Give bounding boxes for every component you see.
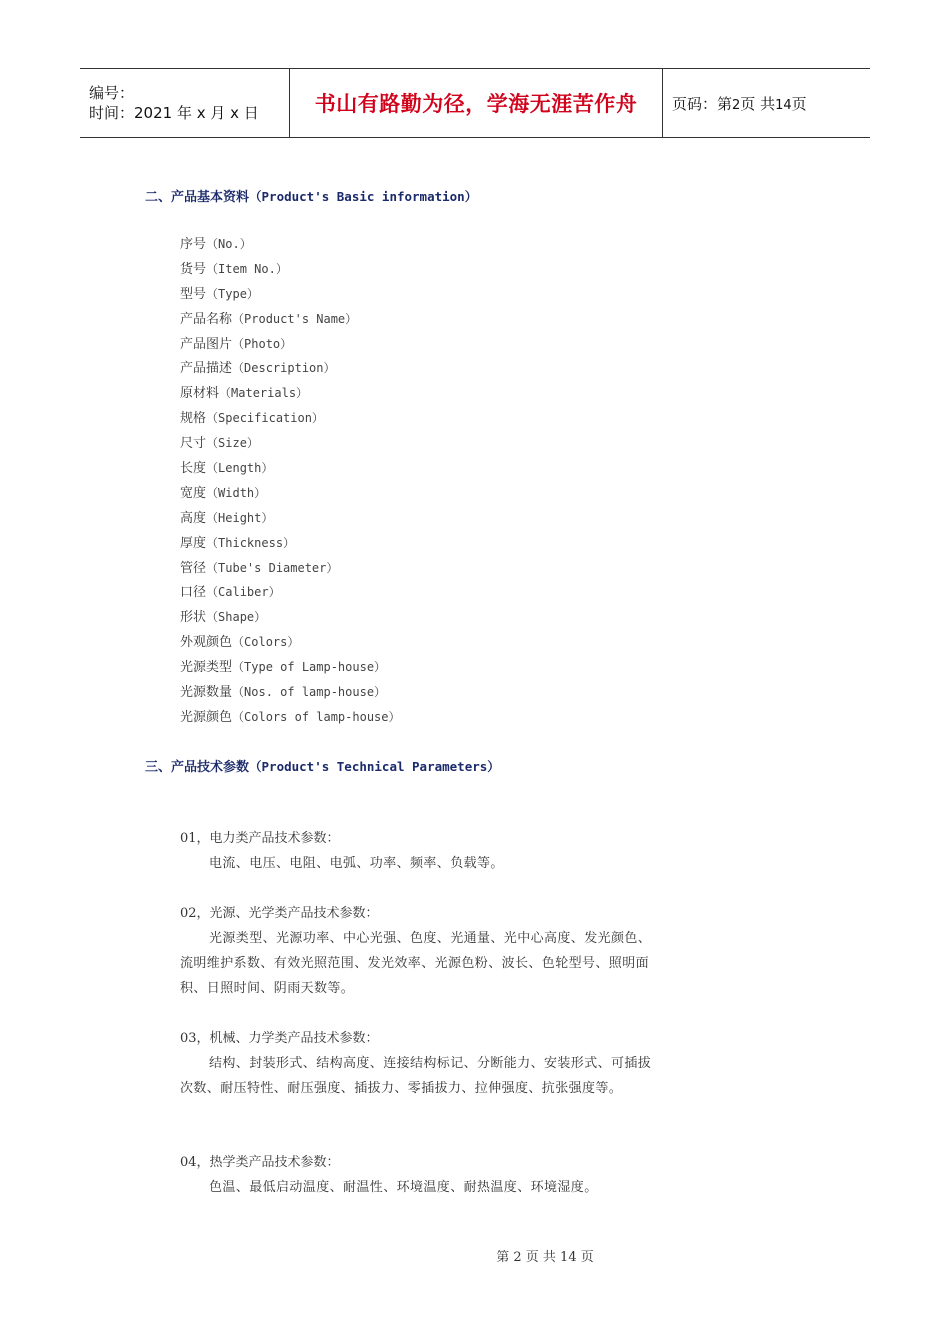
item-label-en: （Thickness） [206, 535, 296, 550]
basic-info-item [180, 381, 401, 406]
item-label-en: （Nos. of lamp-house） [232, 685, 387, 700]
tech-category-body: 电流、电压、电阻、电弧、功率、频率、负载等。 [209, 856, 504, 871]
basic-info-item [180, 605, 401, 630]
item-label-cn: 长度 [180, 461, 207, 477]
item-label-cn: 产品图片 [180, 336, 233, 352]
basic-info-item [180, 680, 401, 705]
item-label-en: （Width） [206, 485, 267, 500]
item-label-cn: 尺寸 [180, 436, 207, 452]
page-end: 页 [791, 94, 807, 113]
item-label-cn: 宽度 [180, 485, 207, 501]
item-label-cn: 高度 [180, 510, 207, 526]
basic-info-item [180, 257, 401, 282]
item-label-en: （Colors of lamp-house） [232, 709, 401, 724]
item-label-en: （Height） [206, 510, 274, 525]
basic-info-item [180, 307, 401, 332]
basic-info-item [180, 232, 401, 257]
basic-info-item [180, 431, 401, 456]
tech-category [180, 826, 660, 876]
item-label-cn: 外观颜色 [180, 635, 233, 651]
item-label-cn: 产品名称 [180, 311, 233, 327]
page-indicator [672, 93, 807, 114]
page-mid: 页 共 [740, 94, 776, 113]
item-label-en: （Item No.） [206, 261, 288, 276]
item-label-cn: 形状 [180, 610, 207, 626]
motto: 书山有路勤为径，学海无涯苦作舟 [314, 92, 638, 116]
basic-info-item [180, 506, 401, 531]
item-label-cn: 货号 [180, 261, 207, 277]
tech-category [180, 1150, 660, 1200]
page-label: 页码：第 [672, 94, 733, 113]
section-title-en: （Product's Technical Parameters） [249, 759, 500, 774]
item-label-cn: 管径 [180, 560, 207, 576]
item-label-en: （Materials） [219, 386, 309, 401]
tech-category-title: 01，电力类产品技术参数： [180, 831, 340, 846]
section-title-tech-params [145, 756, 500, 775]
basic-info-item [180, 556, 401, 581]
number-label: 编号： [89, 84, 135, 102]
basic-info-list [180, 232, 401, 730]
header-motto-cell [289, 69, 663, 137]
basic-info-item [180, 332, 401, 357]
tech-category-body: 色温、最低启动温度、耐温性、环境温度、耐热温度、环境湿度。 [209, 1180, 598, 1195]
basic-info-item [180, 456, 401, 481]
item-label-en: （Specification） [206, 411, 324, 426]
item-label-en: （Size） [206, 436, 259, 451]
section-title-cn: 二、产品基本资料 [145, 190, 250, 205]
section-title-en: （Product's Basic information） [249, 189, 478, 204]
basic-info-item [180, 580, 401, 605]
item-label-cn: 口径 [180, 585, 207, 601]
section-title-cn: 三、产品技术参数 [145, 760, 250, 775]
item-label-cn: 原材料 [180, 386, 220, 402]
basic-info-item [180, 356, 401, 381]
basic-info-item [180, 655, 401, 680]
tech-category [180, 1026, 660, 1101]
item-label-cn: 光源类型 [180, 660, 233, 676]
basic-info-item [180, 630, 401, 655]
header-meta [80, 69, 289, 137]
item-label-en: （Description） [232, 361, 336, 376]
header-page-info [663, 69, 807, 137]
tech-category-title: 02，光源、光学类产品技术参数： [180, 906, 379, 921]
item-label-en: （No.） [206, 237, 252, 251]
item-label-en: （Shape） [206, 610, 267, 625]
item-label-cn: 规格 [180, 411, 207, 427]
tech-category-body: 光源类型、光源功率、中心光强、色度、光通量、光中心高度、发光颜色、流明维护系数、有效光照范围、发光效率、光源色粉、波长、色轮型号、照明面积、日照时间、阴雨天数等。 [180, 931, 652, 996]
item-label-en: （Colors） [232, 635, 300, 650]
page-number: 2 [732, 97, 741, 113]
basic-info-item [180, 705, 401, 730]
item-label-en: （Product's Name） [232, 311, 358, 326]
tech-category-title: 04，热学类产品技术参数： [180, 1155, 340, 1170]
page-footer [0, 1246, 950, 1265]
basic-info-item [180, 406, 401, 431]
item-label-cn: 光源颜色 [180, 709, 233, 725]
item-label-cn: 产品描述 [180, 361, 233, 377]
tech-category [180, 901, 660, 1001]
basic-info-item [180, 531, 401, 556]
item-label-en: （Caliber） [206, 585, 281, 600]
footer-page-text: 第 2 页 共 14 页 [496, 1250, 594, 1265]
item-label-en: （Tube's Diameter） [206, 560, 339, 575]
basic-info-item [180, 282, 401, 307]
item-label-en: （Type of Lamp-house） [232, 660, 387, 675]
item-label-cn: 型号 [180, 286, 207, 302]
page-header [80, 68, 870, 138]
page-total: 14 [775, 97, 792, 113]
item-label-cn: 厚度 [180, 535, 207, 551]
basic-info-item [180, 481, 401, 506]
time-label: 时间：2021 年 x 月 x 日 [89, 104, 259, 122]
tech-category-body: 结构、封装形式、结构高度、连接结构标记、分断能力、安装形式、可插拔次数、耐压特性、耐压强度、插拔力、零插拔力、拉伸强度、抗张强度等。 [180, 1056, 652, 1096]
item-label-cn: 光源数量 [180, 685, 233, 701]
section-title-basic-info [145, 186, 477, 205]
tech-category-title: 03，机械、力学类产品技术参数： [180, 1031, 379, 1046]
item-label-cn: 序号 [180, 237, 207, 252]
item-label-en: （Length） [206, 461, 274, 476]
item-label-en: （Photo） [232, 336, 293, 351]
item-label-en: （Type） [206, 286, 259, 301]
